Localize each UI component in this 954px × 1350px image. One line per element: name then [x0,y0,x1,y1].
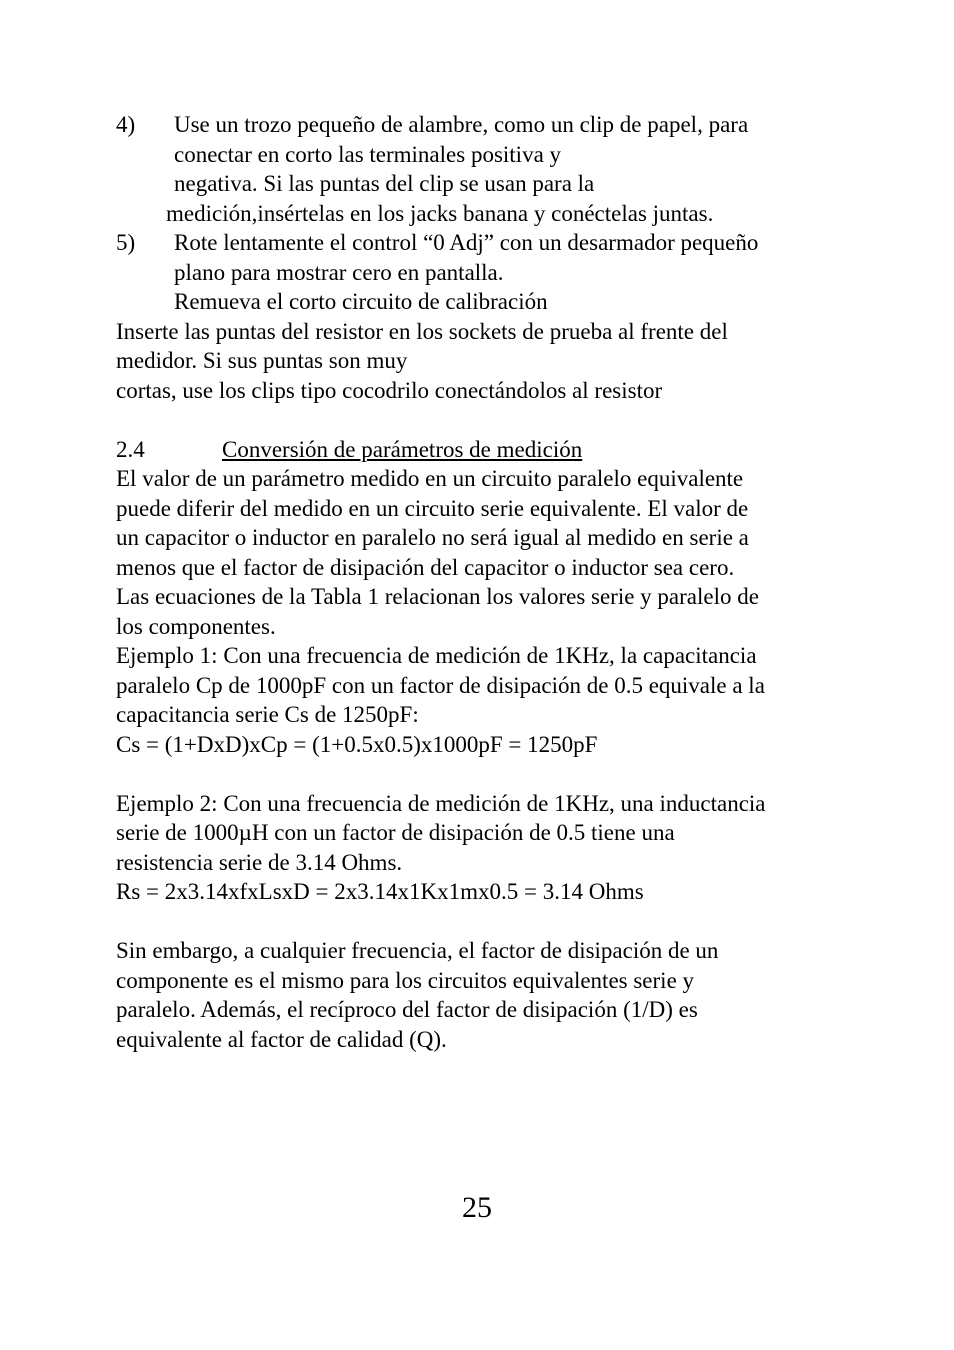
section-heading [116,435,876,465]
paragraph-line: puede diferir del medido en un circuito serie equivalente. El valor de [116,495,749,521]
paragraph-line: resistencia serie de 3.14 Ohms. [116,849,403,875]
section-number: 2.4 [116,436,145,462]
paragraph-line: El valor de un parámetro medido en un circuito paralelo equivalente [116,466,744,491]
item-4-line: medición,insértelas en los jacks banana y conéctelas juntas. [166,200,714,226]
paragraph-line: medidor. Si sus puntas son muy [116,348,408,373]
paragraph-line: equivalente al factor de calidad (Q). [116,1026,447,1052]
paragraph-line: Ejemplo 2: Con una frecuencia de medición de 1KHz, una inductancia [116,790,766,816]
paragraph-line: serie de 1000µH con un factor de disipación de 0.5 tiene una [116,820,675,845]
item-5-number: 5) [116,230,136,255]
paragraph-line: los componentes. [116,613,276,639]
item-5-line: Rote lentamente el control “0 Adj” con un desarmador pequeño [174,230,759,255]
item-4-line: negativa. Si las puntas del clip se usan para la [174,171,595,196]
equation-line: Cs = (1+DxD)xCp = (1+0.5x0.5)x1000pF = 1250pF [116,731,598,757]
paragraph-line: paralelo Cp de 1000pF con un factor de disipación de 0.5 equivale a la [116,672,765,698]
paragraph-line: componente es el mismo para los circuitos equivalentes serie y [116,967,695,993]
equation-line: Rs = 2x3.14xfxLsxD = 2x3.14x1Kx1mx0.5 = 3.14 Ohms [116,879,644,904]
paragraph-line: Sin embargo, a cualquier frecuencia, el factor de disipación de un [116,938,719,963]
paragraph-line: cortas, use los clips tipo cocodrilo conectándolos al resistor [116,377,663,403]
item-4-line: Use un trozo pequeño de alambre, como un clip de papel, para [174,112,749,137]
page-number: 25 [462,1191,492,1224]
item-5-line: Remueva el corto circuito de calibración [174,289,548,314]
paragraph-line: paralelo. Además, el recíproco del factor de disipación (1/D) es [116,997,698,1022]
paragraph-line: menos que el factor de disipación del capacitor o inductor sea cero. [116,554,735,580]
section-title: Conversión de parámetros de medición [222,436,583,462]
item-4-number: 4) [116,112,136,137]
item-4-line: conectar en corto las terminales positiva y [174,141,562,167]
paragraph-line: Las ecuaciones de la Tabla 1 relacionan los valores serie y paralelo de [116,584,759,609]
paragraph-line: Ejemplo 1: Con una frecuencia de medición de 1KHz, la capacitancia [116,643,757,668]
paragraph-line: un capacitor o inductor en paralelo no será igual al medido en serie a [116,525,749,550]
item-5-line: plano para mostrar cero en pantalla. [174,259,504,285]
paragraph-line: Inserte las puntas del resistor en los sockets de prueba al frente del [116,318,728,344]
paragraph-line: capacitancia serie Cs de 1250pF: [116,702,419,727]
